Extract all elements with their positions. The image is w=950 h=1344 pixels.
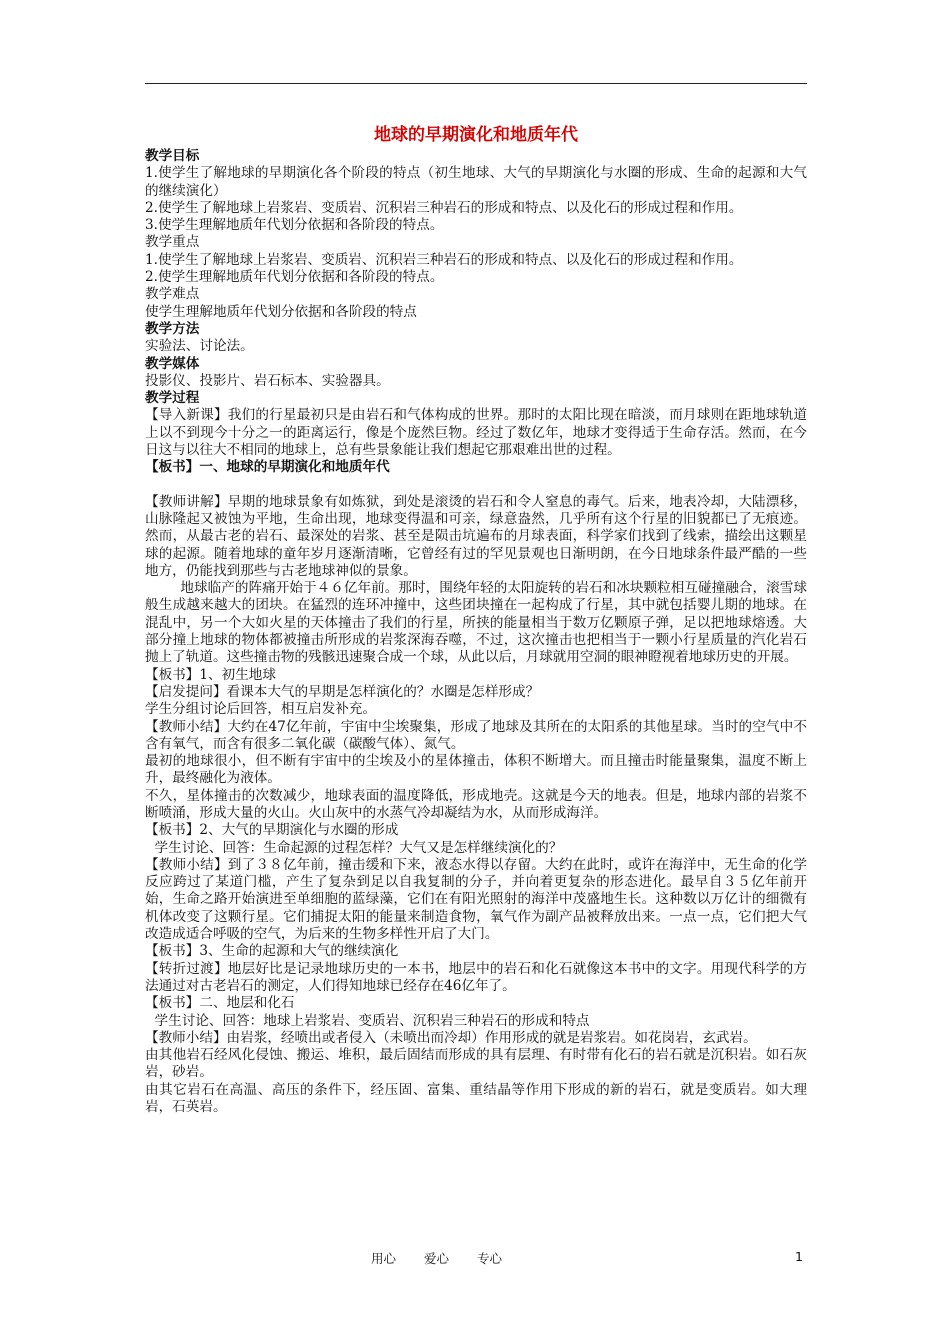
- paragraph: 实验法、讨论法。: [145, 338, 254, 355]
- paragraph: 2.使学生了解地球上岩浆岩、变质岩、沉积岩三种岩石的形成和特点、以及化石的形成过程和作用。: [145, 199, 743, 216]
- paragraph: 【导入新课】我们的行星最初只是由岩石和气体构成的世界。那时的太阳比现在暗淡，而月球则在距地球轨道上以不到现今十分之一的距离运行，像是个庞然巨物。经过了数亿年，地球才变得适于生命存活。然而，在今日这与以往大不相同的地球上，总有些景象能让我们想起它那艰难出世的过程。: [145, 407, 807, 459]
- section-heading: 教学过程: [145, 390, 200, 407]
- paragraph: 不久，星体撞击的次数减少，地球表面的温度降低，形成地壳。这就是今天的地表。但是，地球内部的岩浆不断喷涌，形成大量的火山。火山灰中的水蒸气冷却凝结为水，从而形成海洋。: [145, 787, 807, 821]
- section-heading: 教学方法: [145, 320, 200, 337]
- paragraph: 2.使学生理解地质年代划分依据和各阶段的特点。: [145, 269, 444, 286]
- paragraph: 【板书】2、大气的早期演化与水圈的形成: [145, 822, 399, 839]
- paragraph: 地球临产的阵痛开始于４６亿年前。那时，围绕年轻的太阳旋转的岩石和冰块颗粒相互碰撞融合，滚雪球般生成越来越大的团块。在猛烈的连环冲撞中，这些团块撞在一起构成了行星，其中就包括婴儿期的地球。在混乱中，另一个大如火星的天体撞击了我们的行星，所挟的能量相当于数万亿颗原子弹，足以把地球熔透。大部分撞上地球的物体都被撞击所形成的岩浆深海吞噬，不过，这次撞击也把相当于一颗小行星质量的汽化岩石抛上了轨道。这些撞击物的残骸迅速聚合成一个球，从此以后，月球就用空洞的眼神瞪视着地球历史的开展。: [145, 580, 807, 666]
- page-number: 1: [795, 1249, 803, 1264]
- paragraph: 【教师讲解】早期的地球景象有如炼狱，到处是滚烫的岩石和令人窒息的毒气。后来，地表冷却，大陆漂移，山脉隆起又被蚀为平地，生命出现，地球变得温和可亲，绿意盎然，几乎所有这个行星的旧貌都已了无痕迹。然而，从最古老的岩石、最深处的岩浆、甚至是陨击坑遍布的月球表面，科学家们找到了线索，描绘出这颗星球的起源。随着地球的童年岁月逐渐清晰，它曾经有过的罕见景观也日渐明朗，在今日地球条件最严酷的一些地方，仍能找到那些与古老地球神似的景象。: [145, 493, 807, 579]
- paragraph: 【板书】二、地层和化石: [145, 995, 295, 1012]
- paragraph: 教学重点: [145, 234, 200, 251]
- paragraph: 【教师小结】到了３８亿年前，撞击缓和下来，液态水得以存留。大约在此时，或许在海洋中，无生命的化学反应跨过了某道门槛，产生了复杂到足以自我复制的分子，并向着更复杂的形态进化。最早自３５亿年前开始，生命之路开始演进至单细胞的蓝绿藻，它们在有阳光照射的海洋中茂盛地生长。这种数以万亿计的细微有机体改变了这颗行星。它们捕捉太阳的能量来制造食物，氧气作为副产品被释放出来。一点一点，它们把大气改造成适合呼吸的空气，为后来的生物多样性开启了大门。: [145, 856, 807, 943]
- footer-item: 专心: [477, 1251, 503, 1266]
- paragraph: 投影仪、投影片、岩石标本、实验器具。: [145, 372, 390, 389]
- paragraph: 由其他岩石经风化侵蚀、搬运、堆积，最后固结而形成的具有层理、有时带有化石的岩石就是沉积岩。如石灰岩，砂岩。: [145, 1047, 807, 1081]
- section-heading: 教学目标: [145, 148, 200, 164]
- paragraph: 【教师小结】大约在47亿年前，宇宙中尘埃聚集，形成了地球及其所在的太阳系的其他星球。当时的空气中不含有氧气，而含有很多二氧化碳（碳酸气体）、氮气。: [145, 718, 807, 752]
- document-title: 地球的早期演化和地质年代: [374, 125, 578, 145]
- paragraph: 使学生理解地质年代划分依据和各阶段的特点: [145, 303, 417, 320]
- paragraph: 1.使学生了解地球上岩浆岩、变质岩、沉积岩三种岩石的形成和特点、以及化石的形成过程和作用。: [145, 251, 743, 268]
- paragraph: 1.使学生了解地球的早期演化各个阶段的特点（初生地球、大气的早期演化与水圈的形成、生命的起源和大气的继续演化）: [145, 165, 807, 199]
- paragraph: 【启发提问】看课本大气的早期是怎样演化的？水圈是怎样形成？: [145, 683, 540, 700]
- blank-line: [145, 477, 807, 494]
- paragraph: 学生讨论、回答：生命起源的过程怎样？大气又是怎样继续演化的？: [154, 839, 563, 856]
- footer-item: 用心: [371, 1251, 397, 1266]
- document-lines: [145, 148, 807, 1116]
- footer-item: 爱心: [424, 1251, 450, 1266]
- paragraph: 【板书】3、生命的起源和大气的继续演化: [145, 943, 399, 960]
- paragraph: 【板书】一、地球的早期演化和地质年代: [145, 459, 390, 476]
- paragraph: 由其它岩石在高温、高压的条件下，经压固、富集、重结晶等作用下形成的新的岩石，就是变质岩。如大理岩，石英岩。: [145, 1081, 807, 1116]
- header-rule: [145, 83, 807, 84]
- paragraph: 【转折过渡】地层好比是记录地球历史的一本书，地层中的岩石和化石就像这本书中的文字。用现代科学的方法通过对古老岩石的测定，人们得知地球已经存在46亿年了。: [145, 960, 807, 994]
- paragraph: 教学难点: [145, 286, 200, 303]
- paragraph: 学生分组讨论后回答，相互启发补充。: [145, 701, 377, 718]
- paragraph: 【板书】1、初生地球: [145, 666, 276, 683]
- paragraph: 学生讨论、回答：地球上岩浆岩、变质岩、沉积岩三种岩石的形成和特点: [154, 1012, 590, 1029]
- document-body: [145, 124, 807, 1116]
- section-heading: 教学媒体: [145, 355, 200, 372]
- paragraph: 3.使学生理解地质年代划分依据和各阶段的特点。: [145, 217, 444, 234]
- paragraph: 最初的地球很小，但不断有宇宙中的尘埃及小的星体撞击，体积不断增大。而且撞击时能量聚集，温度不断上升，最终融化为液体。: [145, 753, 807, 787]
- footer-motto: [371, 1249, 530, 1267]
- paragraph: 【教师小结】由岩浆，经喷出或者侵入（未喷出而冷却）作用形成的就是岩浆岩。如花岗岩，玄武岩。: [145, 1029, 757, 1046]
